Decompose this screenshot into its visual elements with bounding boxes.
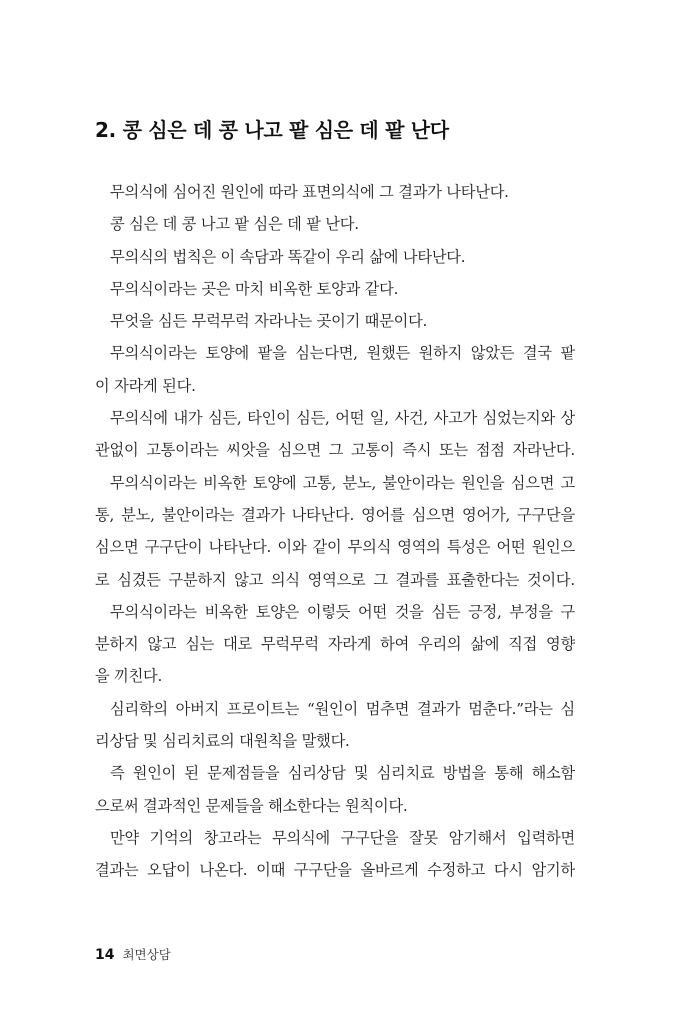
text-line: 즉 원인이 된 문제점들을 심리상담 및 심리치료 방법을 통해 해소함 <box>110 764 575 783</box>
text-line: 무엇을 심든 무럭무럭 자라나는 곳이기 때문이다. <box>110 312 428 331</box>
book-title: 최면상담 <box>122 947 171 962</box>
text-line: 심리학의 아버지 프로이트는 “원인이 멈추면 결과가 멈춘다.”라는 심 <box>110 699 575 718</box>
text-line: 관없이 고통이라는 씨앗을 심으면 그 고통이 즉시 또는 점점 자라난다. <box>95 441 575 460</box>
text-line: 분하지 않고 심는 대로 무럭무럭 자라게 하여 우리의 삶에 직접 영향 <box>95 635 575 654</box>
text-line: 통, 분노, 불안이라는 결과가 나타난다. 영어를 심으면 영어가, 구구단을 <box>95 505 575 524</box>
text-line: 무의식이라는 토양에 팥을 심는다면, 원했든 원하지 않았든 결국 팥 <box>110 344 575 363</box>
page-footer <box>95 944 171 963</box>
text-line: 만약 기억의 창고라는 무의식에 구구단을 잘못 암기해서 입력하면 <box>110 828 575 847</box>
page-number: 14 <box>95 947 115 963</box>
text-line: 무의식에 심어진 원인에 따라 표면의식에 그 결과가 나타난다. <box>110 183 509 201</box>
text-line: 으로써 결과적인 문제들을 해소한다는 원칙이다. <box>95 796 408 815</box>
text-line: 무의식이라는 비옥한 토양에 고통, 분노, 불안이라는 원인을 심으면 고 <box>110 473 575 492</box>
text-line: 무의식의 법칙은 이 속담과 똑같이 우리 삶에 나타난다. <box>110 247 466 266</box>
section-heading: 2. 콩 심은 데 콩 나고 팥 심은 데 팥 난다 <box>95 118 449 142</box>
text-line: 결과는 오답이 나온다. 이때 구구단을 올바르게 수정하고 다시 암기하 <box>95 861 575 880</box>
text-line: 을 끼친다. <box>95 667 163 686</box>
text-line: 무의식에 내가 심든, 타인이 심든, 어떤 일, 사건, 사고가 심었는지와 상 <box>110 409 575 428</box>
text-line: 콩 심은 데 콩 나고 팥 심은 데 팥 난다. <box>110 215 359 234</box>
text-line: 로 심겼든 구분하지 않고 의식 영역으로 그 결과를 표출한다는 것이다. <box>95 570 575 589</box>
text-line: 무의식이라는 곳은 마치 비옥한 토양과 같다. <box>110 279 399 298</box>
body-text <box>95 176 575 887</box>
text-line: 리상담 및 심리치료의 대원칙을 말했다. <box>95 732 350 751</box>
text-line: 이 자라게 된다. <box>95 376 196 395</box>
text-line: 무의식이라는 비옥한 토양은 이렇듯 어떤 것을 심든 긍정, 부정을 구 <box>110 602 575 621</box>
text-line: 심으면 구구단이 나타난다. 이와 같이 무의식 영역의 특성은 어떤 원인으 <box>95 538 575 557</box>
